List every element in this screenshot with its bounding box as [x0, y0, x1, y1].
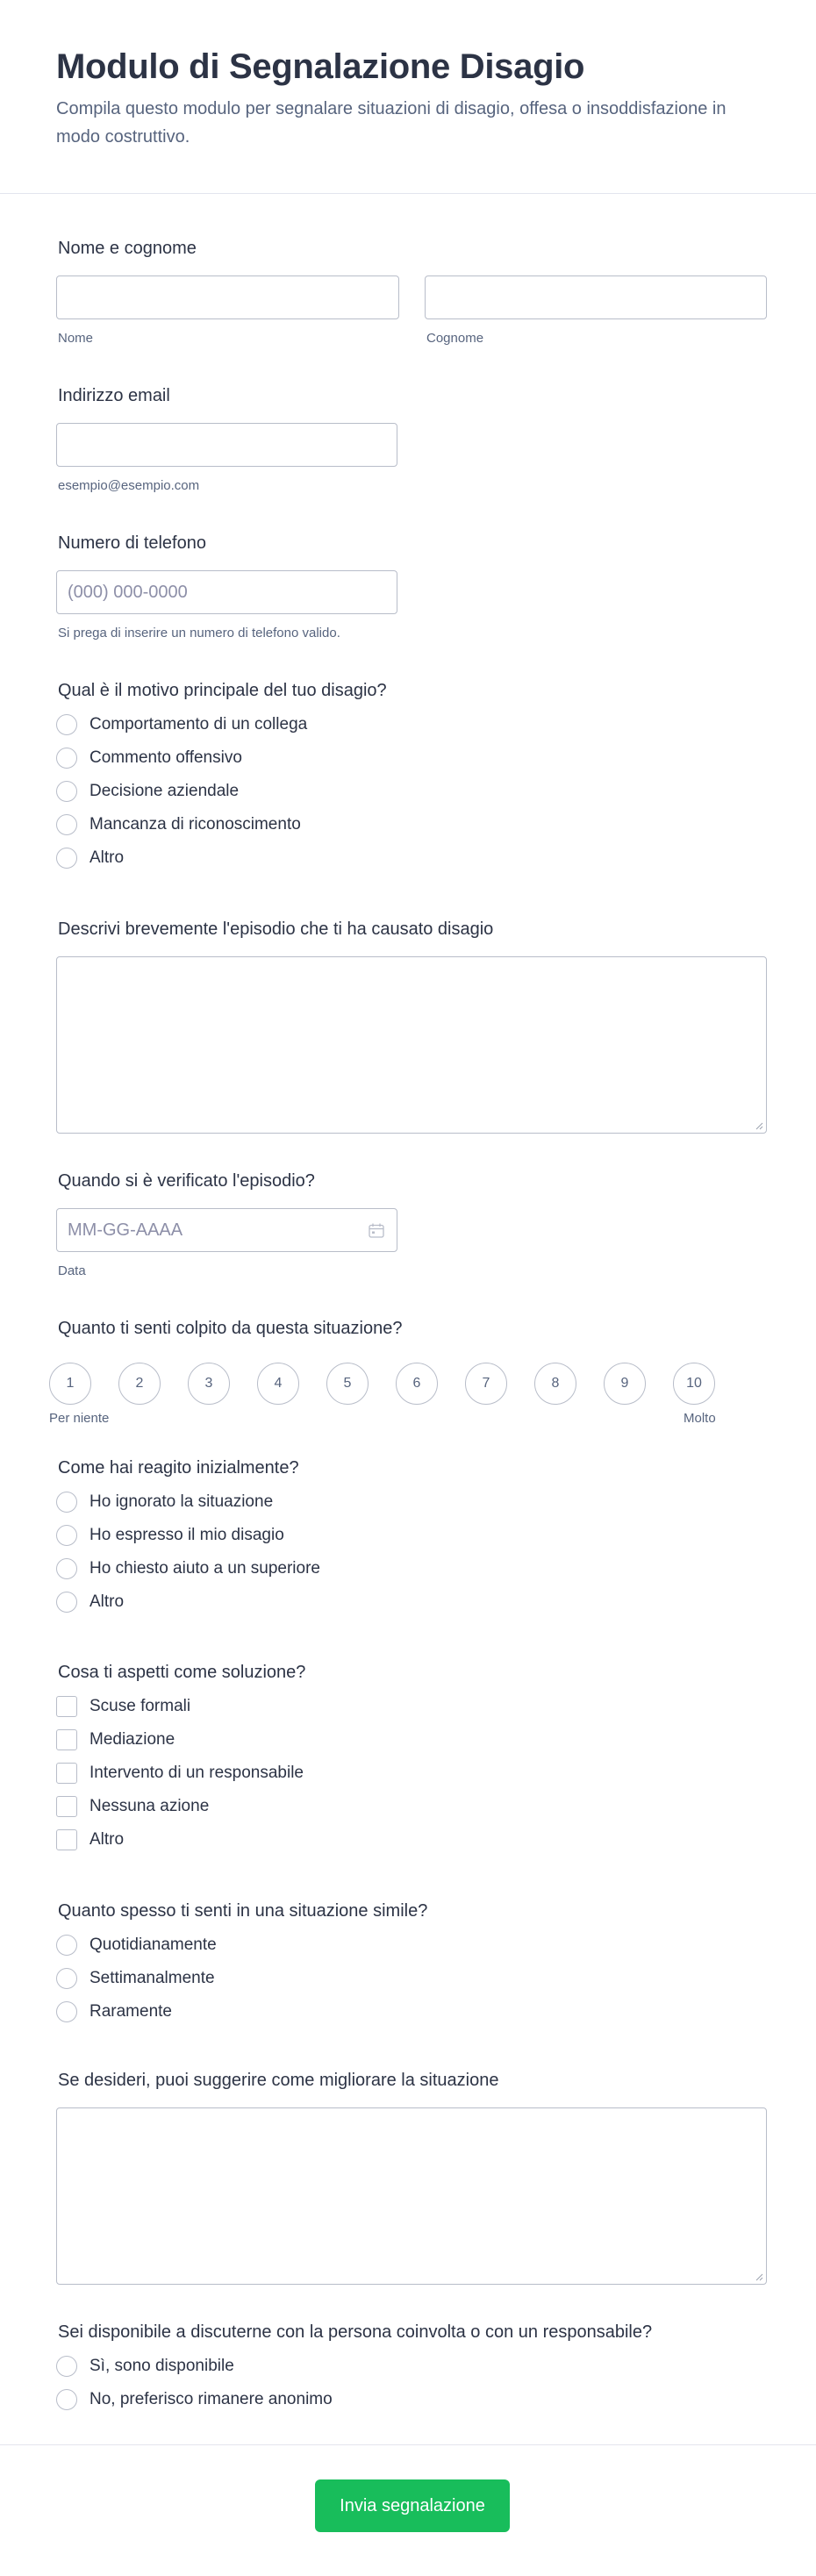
- name-field: [56, 237, 767, 346]
- episode-label: Descrivi brevemente l'episodio che ti ha causato disagio: [58, 919, 494, 939]
- radio-button[interactable]: [56, 2389, 77, 2410]
- reason-option[interactable]: Commento offensivo: [56, 741, 767, 775]
- radio-button[interactable]: [56, 814, 77, 835]
- checkbox[interactable]: [56, 1729, 77, 1750]
- email-input[interactable]: [56, 423, 397, 467]
- reason-option[interactable]: Comportamento di un collega: [56, 708, 767, 741]
- form-header: [0, 0, 816, 193]
- first-name-input[interactable]: [56, 275, 399, 319]
- radio-button[interactable]: [56, 1592, 77, 1613]
- discuss-field: [56, 2321, 767, 2416]
- last-name-input[interactable]: [425, 275, 767, 319]
- scale-label: Quanto ti senti colpito da questa situazione?: [58, 1319, 403, 1338]
- reason-label: Qual è il motivo principale del tuo disagio?: [58, 681, 387, 700]
- radio-button[interactable]: [56, 2001, 77, 2022]
- footer-divider: [0, 2444, 816, 2445]
- form-footer: [0, 2444, 816, 2576]
- scale-option-10[interactable]: 10: [673, 1363, 715, 1405]
- scale-min-label: Per niente: [49, 1411, 110, 1426]
- phone-input[interactable]: [56, 570, 397, 614]
- scale-row: [49, 1340, 767, 1426]
- solution-option[interactable]: Intervento di un responsabile: [56, 1757, 767, 1790]
- scale-field: [49, 1317, 767, 1426]
- suggestion-textarea[interactable]: [56, 2107, 767, 2285]
- date-label: Quando si è verificato l'episodio?: [58, 1171, 315, 1191]
- reaction-option[interactable]: Ho espresso il mio disagio: [56, 1519, 767, 1552]
- radio-button[interactable]: [56, 1525, 77, 1546]
- discuss-option[interactable]: Sì, sono disponibile: [56, 2350, 767, 2383]
- reaction-option[interactable]: Ho chiesto aiuto a un superiore: [56, 1552, 767, 1585]
- scale-option-7[interactable]: 7: [465, 1363, 507, 1405]
- last-name-sublabel: Cognome: [426, 331, 484, 346]
- reaction-label: Come hai reagito inizialmente?: [58, 1458, 299, 1478]
- reason-option[interactable]: Mancanza di riconoscimento: [56, 808, 767, 841]
- radio-button[interactable]: [56, 1935, 77, 1956]
- solution-option[interactable]: Scuse formali: [56, 1690, 767, 1723]
- radio-button[interactable]: [56, 714, 77, 735]
- radio-button[interactable]: [56, 1968, 77, 1989]
- name-label: Nome e cognome: [58, 239, 197, 258]
- frequency-label: Quanto spesso ti senti in una situazione simile?: [58, 1901, 428, 1921]
- email-field: [56, 384, 767, 495]
- reason-option[interactable]: Decisione aziendale: [56, 775, 767, 808]
- solution-label: Cosa ti aspetti come soluzione?: [58, 1663, 306, 1682]
- resize-handle-icon[interactable]: [755, 1121, 763, 1130]
- resize-handle-icon[interactable]: [755, 2272, 763, 2281]
- radio-button[interactable]: [56, 781, 77, 802]
- scale-option-6[interactable]: 6: [396, 1363, 438, 1405]
- radio-button[interactable]: [56, 848, 77, 869]
- calendar-icon[interactable]: [369, 1223, 384, 1238]
- form-subtitle: Compila questo modulo per segnalare situazioni di disagio, offesa o insoddisfazione in modo costruttivo.: [56, 99, 727, 147]
- discuss-label: Sei disponibile a discuterne con la persona coinvolta o con un responsabile?: [58, 2322, 653, 2342]
- episode-textarea[interactable]: [56, 956, 767, 1134]
- scale-option-5[interactable]: 5: [326, 1363, 369, 1405]
- solution-option[interactable]: Altro: [56, 1823, 767, 1857]
- discuss-option[interactable]: No, preferisco rimanere anonimo: [56, 2383, 767, 2416]
- date-input[interactable]: [56, 1208, 397, 1252]
- email-sublabel: esempio@esempio.com: [58, 478, 200, 493]
- radio-button[interactable]: [56, 2356, 77, 2377]
- scale-option-9[interactable]: 9: [604, 1363, 646, 1405]
- submit-button[interactable]: Invia segnalazione: [315, 2479, 510, 2532]
- scale-option-8[interactable]: 8: [534, 1363, 576, 1405]
- solution-option[interactable]: Nessuna azione: [56, 1790, 767, 1823]
- first-name-sublabel: Nome: [58, 331, 94, 346]
- phone-sublabel: Si prega di inserire un numero di telefono valido.: [58, 626, 340, 640]
- reaction-field: [56, 1456, 767, 1619]
- scale-option-3[interactable]: 3: [188, 1363, 230, 1405]
- scale-option-1[interactable]: 1: [49, 1363, 91, 1405]
- checkbox[interactable]: [56, 1696, 77, 1717]
- scale-option-2[interactable]: 2: [118, 1363, 161, 1405]
- frequency-option[interactable]: Raramente: [56, 1995, 767, 2029]
- solution-field: [56, 1661, 767, 1857]
- email-label: Indirizzo email: [58, 386, 170, 405]
- episode-field: [56, 918, 767, 1134]
- form-title: Modulo di Segnalazione Disagio: [56, 47, 585, 86]
- frequency-option[interactable]: Quotidianamente: [56, 1928, 767, 1962]
- scale-option-4[interactable]: 4: [257, 1363, 299, 1405]
- checkbox[interactable]: [56, 1763, 77, 1784]
- header-divider: [0, 193, 816, 194]
- radio-button[interactable]: [56, 1558, 77, 1579]
- solution-option[interactable]: Mediazione: [56, 1723, 767, 1757]
- radio-button[interactable]: [56, 748, 77, 769]
- checkbox[interactable]: [56, 1796, 77, 1817]
- frequency-field: [56, 1900, 767, 2029]
- suggestion-label: Se desideri, puoi suggerire come migliorare la situazione: [58, 2071, 499, 2090]
- phone-label: Numero di telefono: [58, 533, 206, 553]
- scale-max-label: Molto: [684, 1411, 716, 1426]
- phone-field: [56, 532, 767, 642]
- reaction-option[interactable]: Ho ignorato la situazione: [56, 1485, 767, 1519]
- reaction-option[interactable]: Altro: [56, 1585, 767, 1619]
- date-sublabel: Data: [58, 1263, 86, 1278]
- checkbox[interactable]: [56, 1829, 77, 1850]
- date-field: [56, 1170, 767, 1280]
- reason-field: [56, 679, 767, 875]
- suggestion-field: [56, 2069, 767, 2285]
- reason-option[interactable]: Altro: [56, 841, 767, 875]
- radio-button[interactable]: [56, 1492, 77, 1513]
- frequency-option[interactable]: Settimanalmente: [56, 1962, 767, 1995]
